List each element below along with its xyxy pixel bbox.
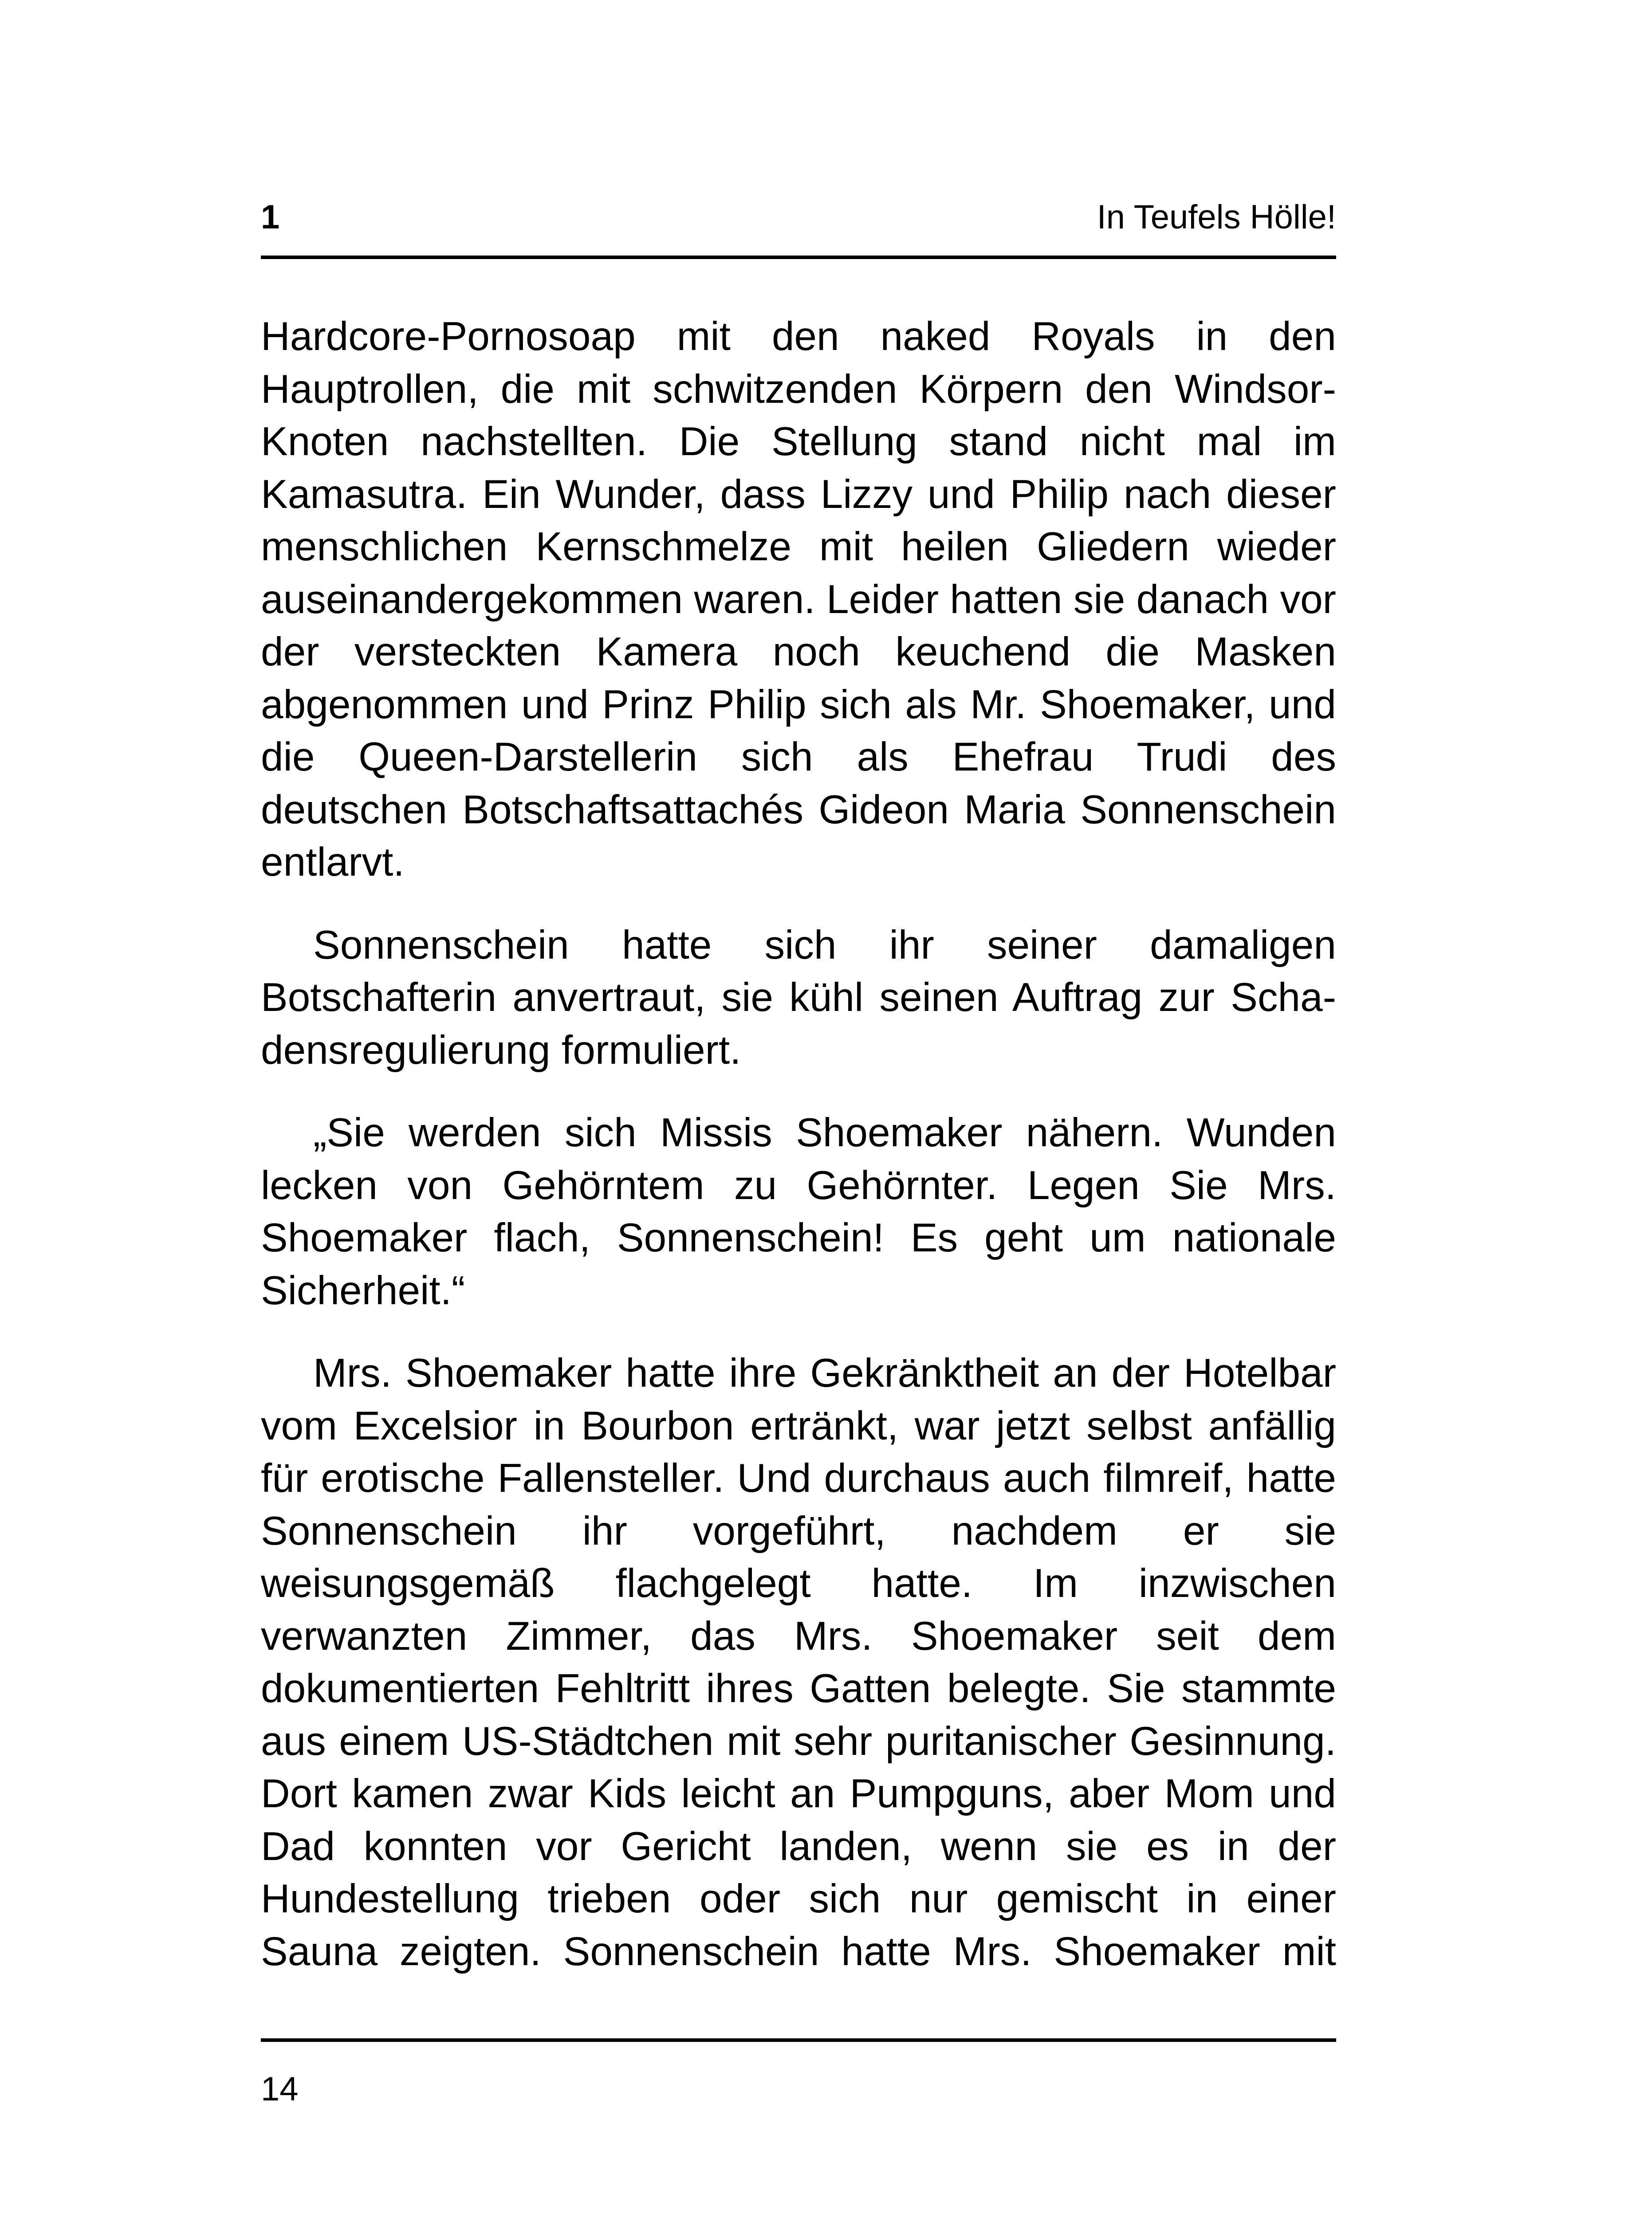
footer-divider — [261, 2038, 1336, 2042]
paragraph: Hardcore-Pornosoap mit den naked Royals in den Hauptrollen, die mit schwitzenden Körpern den Windsor-Knoten nachstellten. Die Stellung stand nicht mal im Kamasutra. Ein Wunder, dass Lizzy und Philip nach dieser menschlichen Kernschmelze mit heilen Gliedern wieder auseinandergekommen waren. Leider hatten sie danach vor der versteckten Kamera noch keuchend die Masken abgenommen und Prinz Philip sich als Mr. Shoemaker, und die Queen-Darstellerin sich als Ehefrau Trudi des deutschen Botschaftsattachés Gideon Maria Sonnenschein entlarvt. — [261, 314, 1336, 885]
body-text — [261, 311, 1336, 2008]
chapter-number: 1 — [261, 198, 280, 236]
paragraph: Sonnenschein hatte sich ihr seiner damaligen Botschafterin anvertraut, sie kühl seinen Auftrag zur Schadensregulierung formuliert. — [261, 922, 1336, 1073]
page-number: 14 — [261, 2070, 299, 2108]
running-header — [261, 200, 1336, 235]
paragraph: Mrs. Shoemaker hatte ihre Gekränktheit an der Hotelbar vom Excelsior in Bourbon ertränkt, war jetzt selbst anfällig für erotische Fallensteller. Und durchaus auch filmreif, hatte Sonnenschein ihr vorgeführt, nachdem er sie weisungsgemäß flachgelegt hatte. Im inzwischen verwanzten Zimmer, das Mrs. Shoemaker seit dem dokumentierten Fehltritt ihres Gatten belegte. Sie stammte aus einem US-Städtchen mit sehr puritanischer Gesinnung. Dort kamen zwar Kids leicht an Pumpguns, aber Mom und Dad konnten vor Gericht landen, wenn sie es in der Hundestellung trieben oder sich nur gemischt in einer Sauna zeigten. Sonnenschein hatte Mrs. Shoemaker mit — [261, 1351, 1336, 1974]
running-title: In Teufels Hölle! — [1097, 198, 1336, 236]
paragraph: „Sie werden sich Missis Shoemaker nähern. Wunden lecken von Gehörntem zu Gehörnter. Legen Sie Mrs. Shoemaker flach, Sonnenschein! Es geht um nationale Sicherheit.“ — [261, 1110, 1336, 1313]
header-divider — [261, 256, 1336, 259]
